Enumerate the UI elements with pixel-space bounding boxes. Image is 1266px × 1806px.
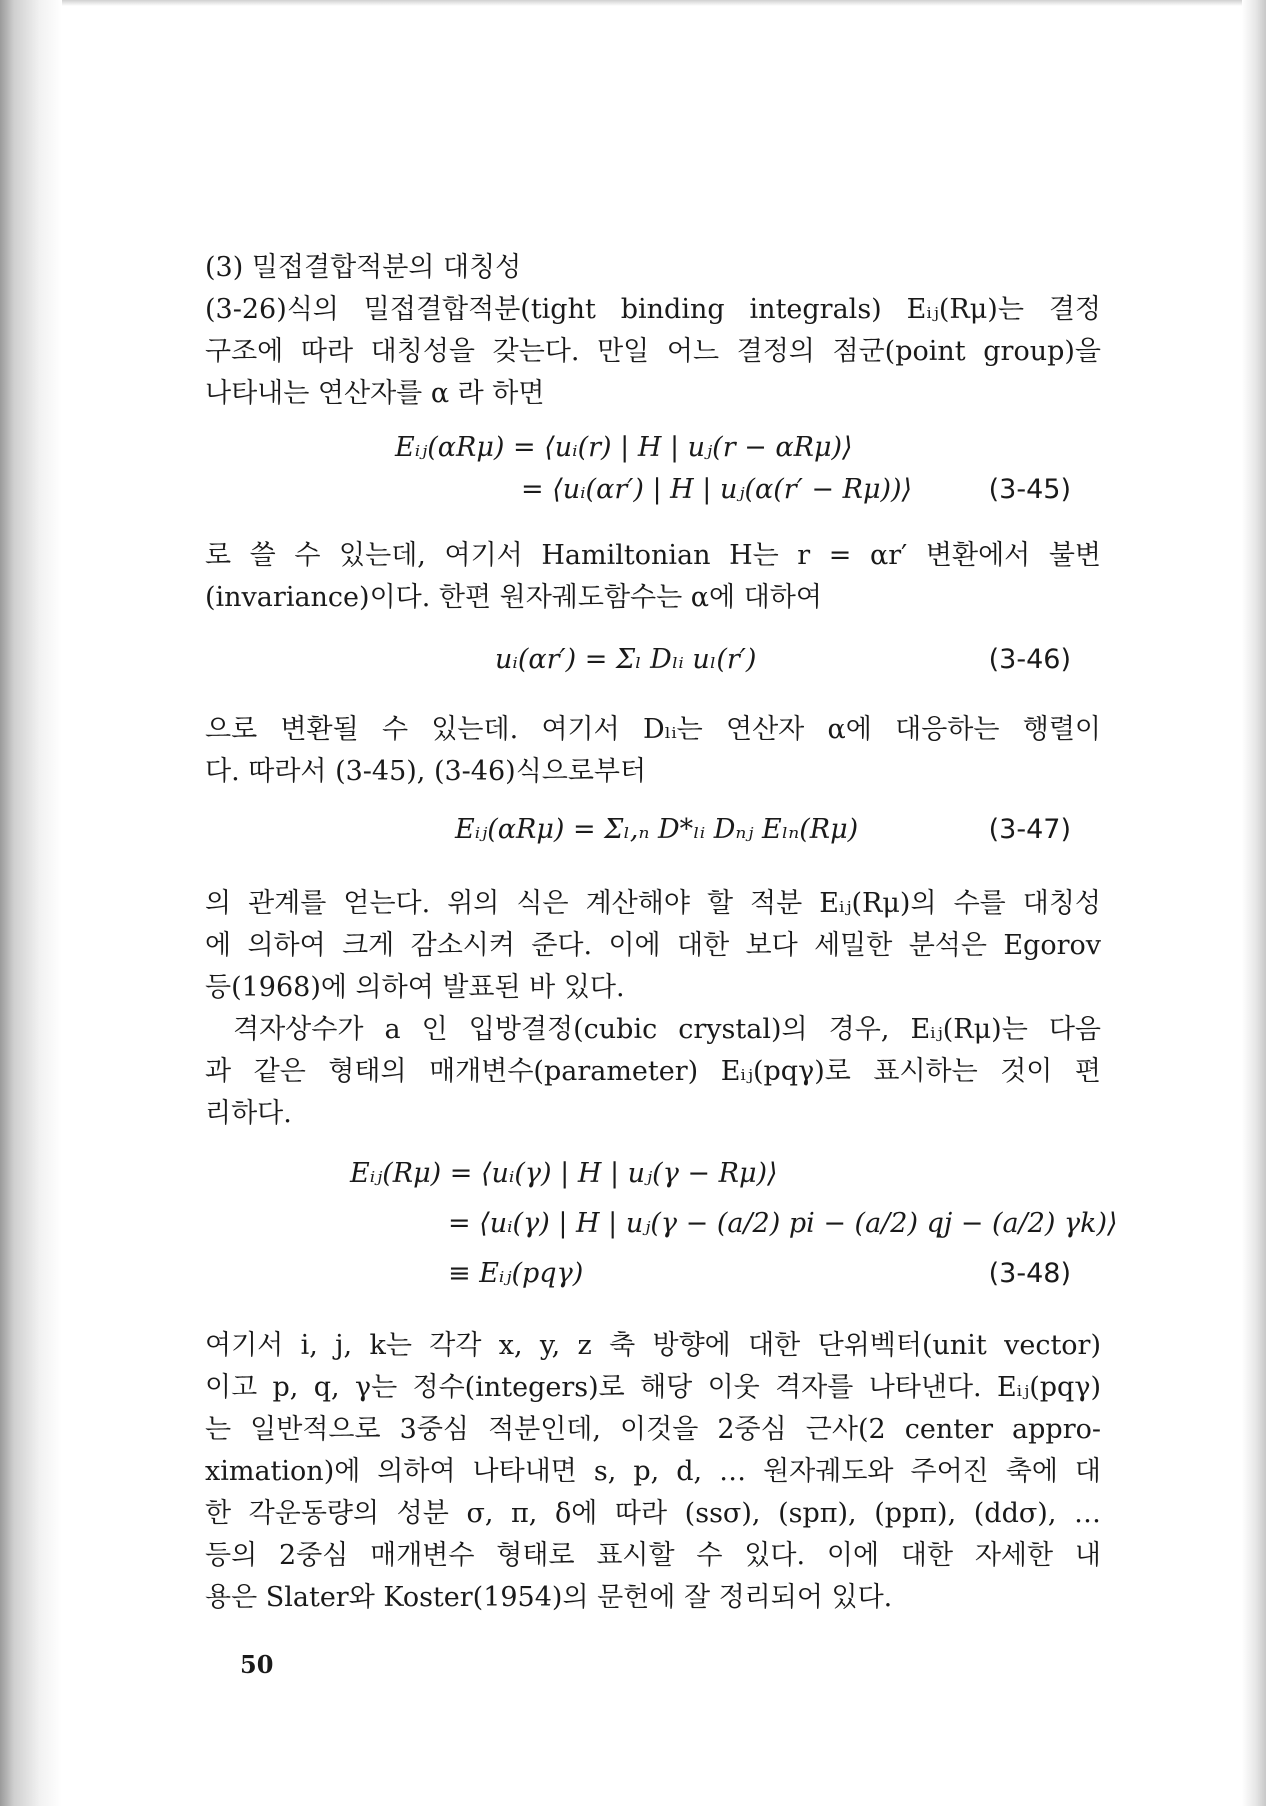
equation-3-47: Eᵢⱼ(αRμ) = Σₗ,ₙ D*ₗᵢ Dₙⱼ Eₗₙ(Rμ) (455, 814, 859, 845)
page-right-edge (1242, 0, 1266, 1806)
paragraph-line: 는 일반적으로 3중심 적분인데, 이것을 2중심 근사(2 center appro- (205, 1414, 1101, 1445)
paragraph-line: 다. 따라서 (3-45), (3-46)식으로부터 (205, 756, 647, 787)
equation-3-45-line2: = ⟨uᵢ(αr′) | H | uⱼ(α(r′ − Rμ))⟩ (521, 474, 913, 505)
paragraph-line: 의 관계를 얻는다. 위의 식은 계산해야 할 적분 Eᵢⱼ(Rμ)의 수를 대칭성 (205, 888, 1101, 919)
equation-number: (3-45) (988, 474, 1071, 505)
paragraph-line: 에 의하여 크게 감소시켜 준다. 이에 대한 보다 세밀한 분석은 Egorov (205, 930, 1101, 961)
equation-row (205, 640, 1101, 680)
equation-row (205, 1154, 1101, 1194)
paragraph-line: 나타내는 연산자를 α 라 하면 (205, 378, 545, 409)
paragraph-line: 리하다. (205, 1098, 292, 1129)
equation-row (205, 1204, 1118, 1244)
paragraph-line: 한 각운동량의 성분 σ, π, δ에 따라 (ssσ), (spπ), (ppπ), (ddσ), … (205, 1498, 1101, 1529)
page-number: 50 (240, 1650, 274, 1679)
paragraph-line: 등(1968)에 의하여 발표된 바 있다. (205, 972, 625, 1003)
equation-row (205, 470, 1101, 510)
paragraph-line: 로 쓸 수 있는데, 여기서 Hamiltonian H는 r = αr′ 변환에서 불변 (205, 540, 1101, 571)
equation-row (205, 810, 1101, 850)
equation-row (205, 428, 1101, 468)
equation-3-46: uᵢ(αr′) = Σₗ Dₗᵢ uₗ(r′) (495, 644, 757, 675)
equation-number: (3-48) (988, 1258, 1071, 1289)
paragraph-line: 여기서 i, j, k는 각각 x, y, z 축 방향에 대한 단위벡터(unit vector) (205, 1330, 1101, 1361)
paragraph-line: 구조에 따라 대칭성을 갖는다. 만일 어느 결정의 점군(point group)을 (205, 336, 1101, 367)
paragraph-line: 으로 변환될 수 있는데. 여기서 Dₗᵢ는 연산자 α에 대응하는 행렬이 (205, 714, 1101, 745)
page-top-edge (0, 0, 1266, 6)
equation-number: (3-46) (988, 644, 1071, 675)
equation-3-45-line1: Eᵢⱼ(αRμ) = ⟨uᵢ(r) | H | uⱼ(r − αRμ)⟩ (395, 432, 853, 463)
paragraph-line: 과 같은 형태의 매개변수(parameter) Eᵢⱼ(pqγ)로 표시하는 것이 편 (205, 1056, 1101, 1087)
paragraph-line: 등의 2중심 매개변수 형태로 표시할 수 있다. 이에 대한 자세한 내 (205, 1540, 1101, 1571)
equation-3-48-line3: ≡ Eᵢⱼ(pqγ) (448, 1258, 584, 1289)
equation-3-48-line1: Eᵢⱼ(Rμ) = ⟨uᵢ(γ) | H | uⱼ(γ − Rμ)⟩ (350, 1158, 778, 1189)
paragraph-line: 이고 p, q, γ는 정수(integers)로 해당 이웃 격자를 나타낸다. Eᵢⱼ(pqγ) (205, 1372, 1101, 1403)
paragraph-line: 격자상수가 a 인 입방결정(cubic crystal)의 경우, Eᵢⱼ(Rμ)는 다음 (233, 1014, 1101, 1045)
equation-number: (3-47) (988, 814, 1071, 845)
paragraph-line: (3-26)식의 밀접결합적분(tight binding integrals) Eᵢⱼ(Rμ)는 결정 (205, 294, 1101, 325)
equation-row (205, 1254, 1101, 1294)
equation-3-48-line2: = ⟨uᵢ(γ) | H | uⱼ(γ − (a/2) pi − (a/2) qj − (a/2) γk)⟩ (448, 1208, 1118, 1239)
book-spine-shadow (0, 0, 62, 1806)
paragraph-line: (invariance)이다. 한편 원자궤도함수는 α에 대하여 (205, 582, 822, 613)
paragraph-line: ximation)에 의하여 나타내면 s, p, d, … 원자궤도와 주어진 축에 대 (205, 1456, 1101, 1487)
section-heading: (3) 밀접결합적분의 대칭성 (205, 252, 522, 283)
paragraph-line: 용은 Slater와 Koster(1954)의 문헌에 잘 정리되어 있다. (205, 1582, 893, 1613)
